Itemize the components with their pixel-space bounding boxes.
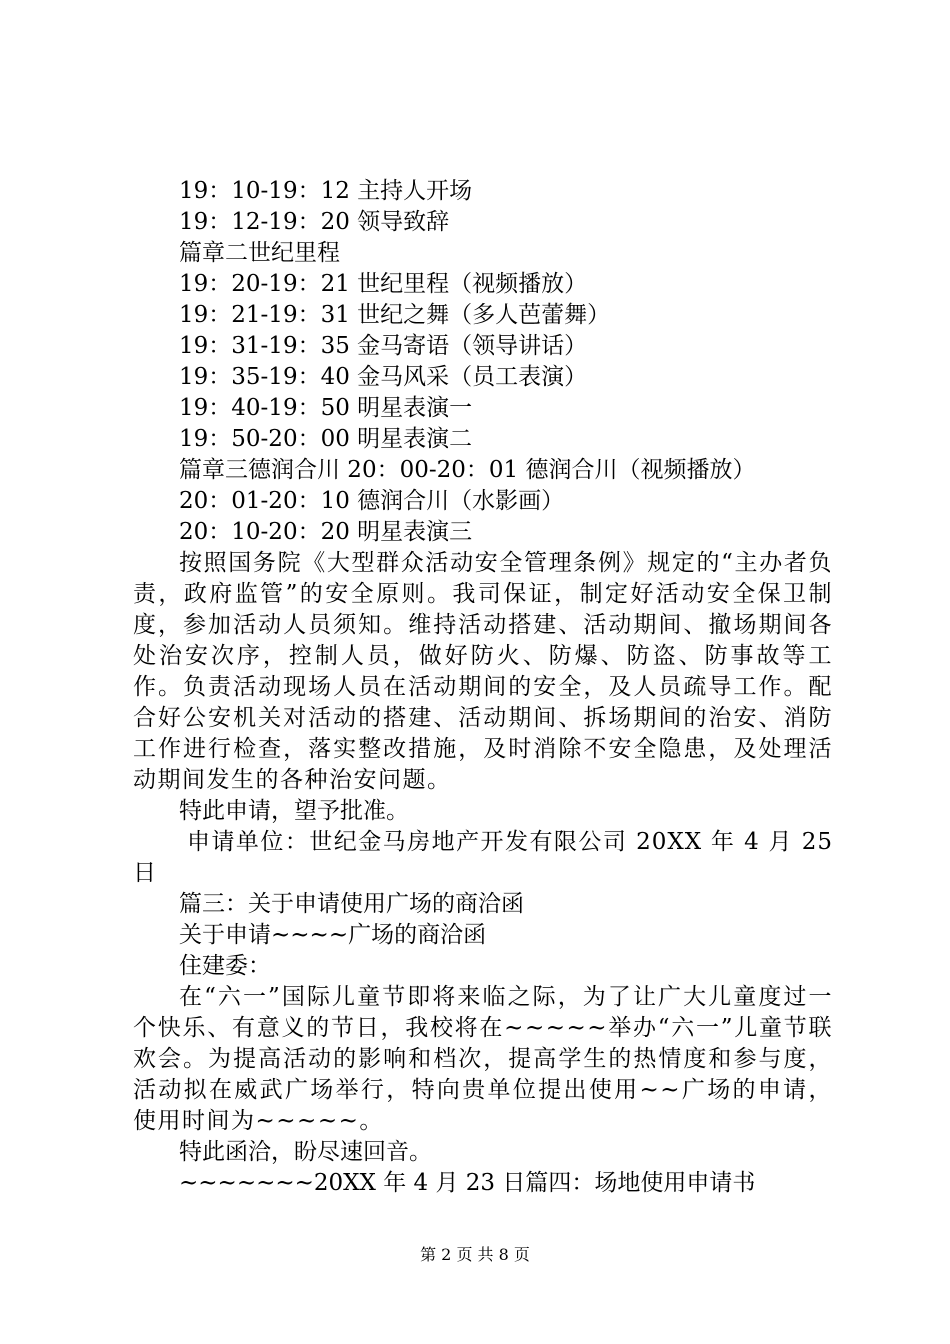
letter-closing: 特此函洽，盼尽速回音。: [179, 1139, 432, 1165]
chapter-heading: 篇章三德润合川 20：00-20：01 德润合川（视频播放）: [179, 457, 756, 483]
schedule-line: 19：31-19：35 金马寄语（领导讲话）: [179, 333, 588, 359]
document-content: [133, 176, 833, 1199]
letter-body: 在“六一”国际儿童节即将来临之际，为了让广大儿童度过一个快乐、有意义的节日，我校将在~~~~~举办“六一”儿童节联欢会。为提高活动的影响和档次，提高学生的热情度和参与度，活动拟在威武广场举行，特向贵单位提出使用~~广场的申请，使用时间为~~~~~。: [133, 984, 833, 1134]
schedule-line: 19：40-19：50 明星表演一: [179, 395, 473, 421]
schedule-line: 20：10-20：20 明星表演三: [179, 519, 473, 545]
schedule-line: 19：20-19：21 世纪里程（视频播放）: [179, 271, 588, 297]
safety-paragraph: 按照国务院《大型群众活动安全管理条例》规定的“主办者负责，政府监管”的安全原则。我司保证，制定好活动安全保卫制度，参加活动人员须知。维持活动搭建、活动期间、撤场期间各处治安次序，控制人员，做好防火、防爆、防盗、防事故等工作。负责活动现场人员在活动期间的安全，及人员疏导工作。配合好公安机关对活动的搭建、活动期间、拆场期间的治安、消防工作进行检查，落实整改措施，及时消除不安全隐患，及处理活动期间发生的各种治安问题。: [133, 550, 833, 793]
schedule-line: 19：35-19：40 金马风采（员工表演）: [179, 364, 588, 390]
section-title: 篇三：关于申请使用广场的商洽函: [179, 891, 524, 917]
chapter-heading: 篇章二世纪里程: [179, 240, 340, 266]
page-footer: 第 2 页 共 8 页: [420, 1245, 530, 1264]
schedule-line: 19：12-19：20 领导致辞: [179, 209, 450, 235]
letter-signature: ~~~~~~~20XX 年 4 月 23 日篇四：场地使用申请书: [179, 1170, 756, 1196]
applicant-line: 申请单位：世纪金马房地产开发有限公司 20XX 年 4 月 25 日: [133, 829, 833, 886]
schedule-line: 19：50-20：00 明星表演二: [179, 426, 473, 452]
schedule-line: 20：01-20：10 德润合川（水影画）: [179, 488, 565, 514]
schedule-line: 19：10-19：12 主持人开场: [179, 178, 473, 204]
request-closing: 特此申请，望予批准。: [179, 798, 409, 824]
schedule-line: 19：21-19：31 世纪之舞（多人芭蕾舞）: [179, 302, 611, 328]
letter-recipient: 住建委：: [179, 953, 271, 979]
letter-title: 关于申请~~~~广场的商洽函: [179, 922, 487, 948]
